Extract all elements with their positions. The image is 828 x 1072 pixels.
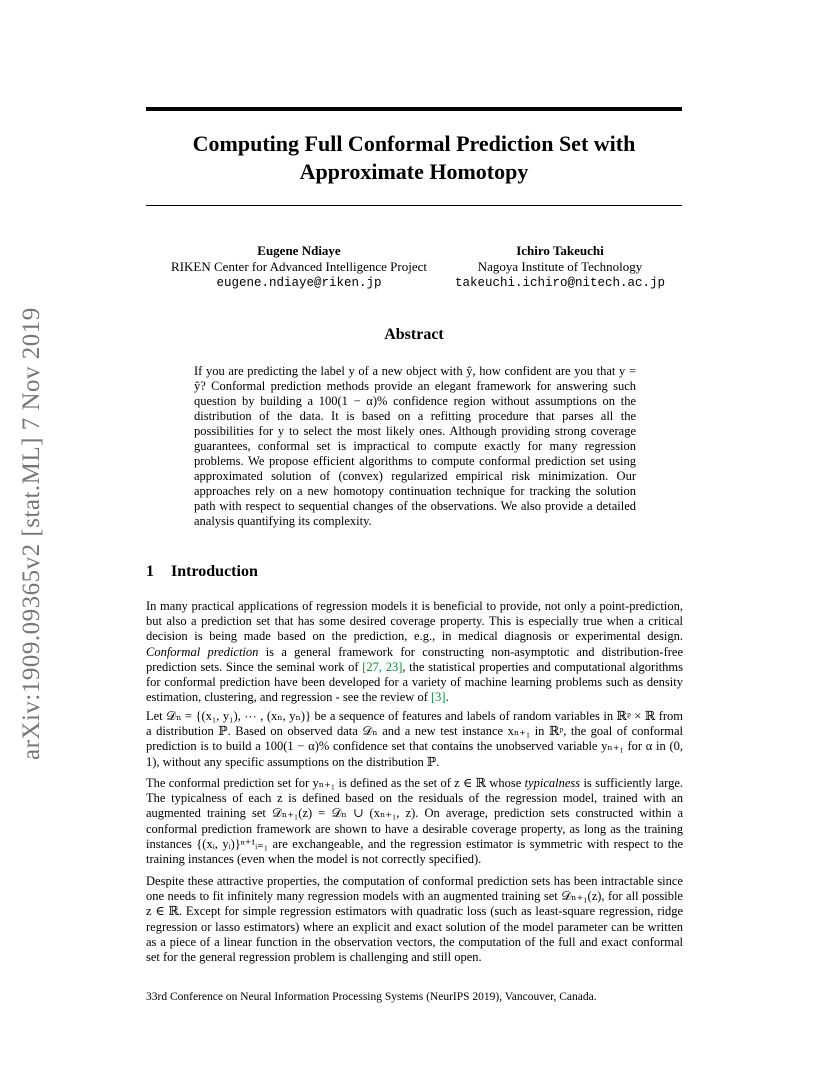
paragraph-1 <box>146 599 683 705</box>
text-run: is sufficiently large. The typicalness of each z is defined based on the residuals of the regression model, trained with an augmented training set 𝒟ₙ₊₁(z) = 𝒟ₙ ∪ (xₙ₊₁, z). On average, prediction sets constructed within a conformal prediction framework are shown to have a desirable coverage property, as long as the training instances {(xᵢ, yᵢ)}ⁿ⁺¹ᵢ₌₁ are exchangeable, and the regression estimator is symmetric with respect to the training instances (even when the model is not correctly specified). <box>146 776 683 867</box>
emphasis-term: typicalness <box>524 776 581 790</box>
author-email[interactable]: takeuchi.ichiro@nitech.ac.jp <box>454 276 666 290</box>
citation-link[interactable]: [27, 23] <box>362 659 403 674</box>
author-email[interactable]: eugene.ndiaye@riken.jp <box>216 276 382 290</box>
author-affiliation: RIKEN Center for Advanced Intelligence Project <box>171 259 427 274</box>
section-title: Introduction <box>171 563 258 580</box>
text-run: The conformal prediction set for yₙ₊₁ is defined as the set of z ∈ ℝ whose <box>146 776 525 790</box>
text-run: . <box>445 690 449 705</box>
text-run: In many practical applications of regression models it is beneficial to provide, not only a point-prediction, but also a prediction set that has some desired coverage property. This is especially true when a critical decision is being made based on the prediction, e.g., in medical diagnosis or experimental design. <box>146 599 683 644</box>
paper-title: Computing Full Conformal Prediction Set with Approximate Homotopy <box>192 131 636 184</box>
author-1 <box>146 243 452 291</box>
author-name: Eugene Ndiaye <box>257 243 341 258</box>
author-2 <box>440 243 680 291</box>
text-run: is a general framework for constructing non-asymptotic and distribution-free prediction sets. Since the seminal work of <box>146 644 683 674</box>
section-number: 1 <box>146 563 154 580</box>
abstract-heading: Abstract <box>384 326 444 343</box>
author-name: Ichiro Takeuchi <box>516 243 604 258</box>
text-run: , the statistical properties and computational algorithms for conformal prediction have been developed for a variety of machine learning problems such as density estimation, clustering, and regression - see the review of <box>146 659 683 705</box>
abstract-text: If you are predicting the label y of a new object with ŷ, how confident are you that y = ŷ? Conformal prediction methods provide an elegant framework for answering such question by building a 100(1 − α)% confidence region without assumptions on the distribution of the data. It is based on a refitting procedure that parses all the possibilities for y to select the most likely ones. Although providing strong coverage guarantees, conformal set is impractical to compute exactly for many regression problems. We propose efficient algorithms to compute conformal prediction set using approximated solution of (convex) regularized empirical risk minimization. Our approaches rely on a new homotopy continuation technique for tracking the solution path with respect to sequential changes of the observations. We also provide a detailed analysis quantifying its complexity. <box>194 364 636 528</box>
section-heading <box>146 563 258 581</box>
arxiv-stamp: arXiv:1909.09365v2 [stat.ML] 7 Nov 2019 <box>18 307 45 760</box>
title-top-rule <box>146 107 682 111</box>
citation-link[interactable]: [3] <box>430 690 446 705</box>
title-bottom-rule <box>146 205 682 206</box>
conference-footnote: 33rd Conference on Neural Information Processing Systems (NeurIPS 2019), Vancouver, Canada. <box>146 991 597 1003</box>
paragraph-3 <box>146 776 683 867</box>
emphasis-term: Conformal prediction <box>146 644 259 659</box>
paragraph-4: Despite these attractive properties, the computation of conformal prediction sets has been intractable since one needs to fit infinitely many regression models with an augmented training set 𝒟ₙ₊₁(z), for all possible z ∈ ℝ. Except for simple regression estimators with quadratic loss (such as least-square regression, ridge regression or lasso estimators) where an explicit and exact solution of the model parameter can be written as a piece of a linear function in the observation vectors, the computation of the full and exact conformal set for the general regression problem is challenging and still open. <box>146 874 683 965</box>
author-affiliation: Nagoya Institute of Technology <box>477 259 643 274</box>
paragraph-2: Let 𝒟ₙ = {(x₁, y₁), ⋯ , (xₙ, yₙ)} be a sequence of features and labels of random variables in ℝᵖ × ℝ from a distribution ℙ. Based on observed data 𝒟ₙ and a new test instance xₙ₊₁ in ℝᵖ, the goal of conformal prediction is to build a 100(1 − α)% confidence set that contains the unobserved variable yₙ₊₁ for α in (0, 1), without any specific assumptions on the distribution ℙ. <box>146 709 683 769</box>
